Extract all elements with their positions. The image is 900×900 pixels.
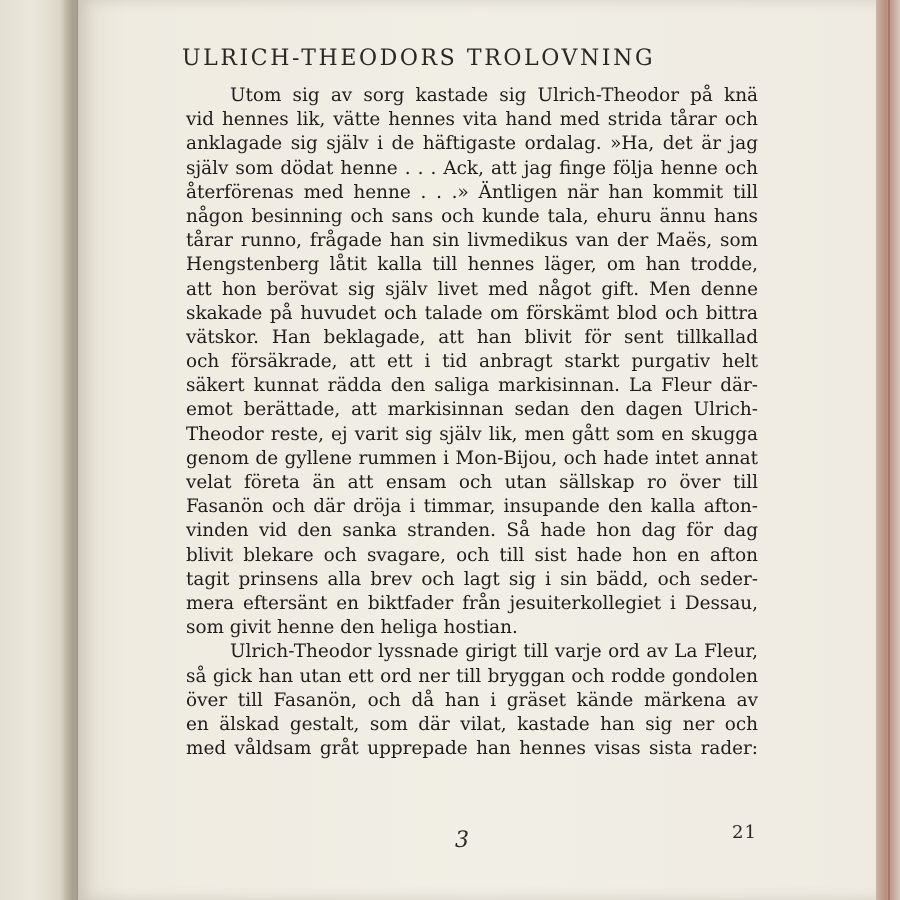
text-line: säkert kunnat rädda den saliga markisinnan. La Fleur där- <box>186 375 758 397</box>
text-line: en älskad gestalt, som där vilat, kastade han sig ner och <box>186 713 758 735</box>
text-line: Fasanön och där dröja i timmar, insupande den kalla afton- <box>186 496 758 518</box>
text-line: vinden vid den sanka stranden. Så hade hon dag för dag <box>186 520 758 542</box>
running-head: ULRICH-THEODORS TROLOVNING <box>182 46 656 71</box>
signature-mark: 3 <box>455 828 469 853</box>
text-line: någon besinning och sans och kunde tala, ehuru ännu hans <box>186 205 758 227</box>
text-line: och försäkrade, att ett i tid anbragt starkt purgativ helt <box>186 351 758 373</box>
paragraph-2 <box>186 640 758 761</box>
text-line: anklagade sig själv i de häftigaste ordalag. »Ha, det är jag <box>186 133 758 155</box>
text-line: över till Fasanön, och då han i gräset kände märkena av <box>186 689 758 711</box>
text-line: som givit henne den heliga hostian. <box>186 617 518 639</box>
cover-binding-line <box>888 0 890 900</box>
text-line: tagit prinsens alla brev och lagt sig i sin bädd, och seder- <box>186 568 758 590</box>
text-line: tårar runno, frågade han sin livmedikus van der Maës, som <box>186 230 758 252</box>
paragraph-1 <box>186 84 758 640</box>
text-line: velat företa än att ensam och utan sällskap ro över till <box>186 472 758 493</box>
text-line: blivit blekare och svagare, och till sist hade hon en afton <box>186 544 758 566</box>
page-number: 21 <box>732 822 757 843</box>
text-line: skakade på huvudet och talade om förskämt blod och bittra <box>186 302 758 324</box>
text-line: vid hennes lik, vätte hennes vita hand med strida tårar och <box>186 109 758 131</box>
text-line: Utom sig av sorg kastade sig Ulrich-Theodor på knä <box>230 85 758 106</box>
text-line: Hengstenberg låtit kalla till hennes läger, om han trodde, <box>186 254 758 276</box>
text-line: Theodor reste, ej varit sig själv lik, men gått som en skugga <box>186 423 758 445</box>
text-line: genom de gyllene rummen i Mon-Bijou, och hade intet annat <box>186 447 758 469</box>
text-line: Ulrich-Theodor lyssnade girigt till varje ord av La Fleur, <box>230 641 758 663</box>
text-line: mera eftersänt en biktfader från jesuiterkollegiet i Dessau, <box>186 592 758 614</box>
text-line: med våldsam gråt upprepade han hennes visas sista rader: <box>186 738 758 760</box>
text-line: återförenas med henne . . .» Äntligen när han kommit till <box>186 181 758 203</box>
text-line: emot berättade, att markisinnan sedan den dagen Ulrich- <box>186 399 758 421</box>
body-text <box>186 84 758 761</box>
text-line: att hon berövat sig själv livet med något gift. Men denne <box>186 278 758 300</box>
text-line: själv som dödat henne . . . Ack, att jag finge följa henne och <box>186 157 758 179</box>
text-line: vätskor. Han beklagade, att han blivit för sent tillkallad <box>186 326 758 348</box>
text-line: så gick han utan ett ord ner till bryggan och rodde gondolen <box>186 665 758 687</box>
